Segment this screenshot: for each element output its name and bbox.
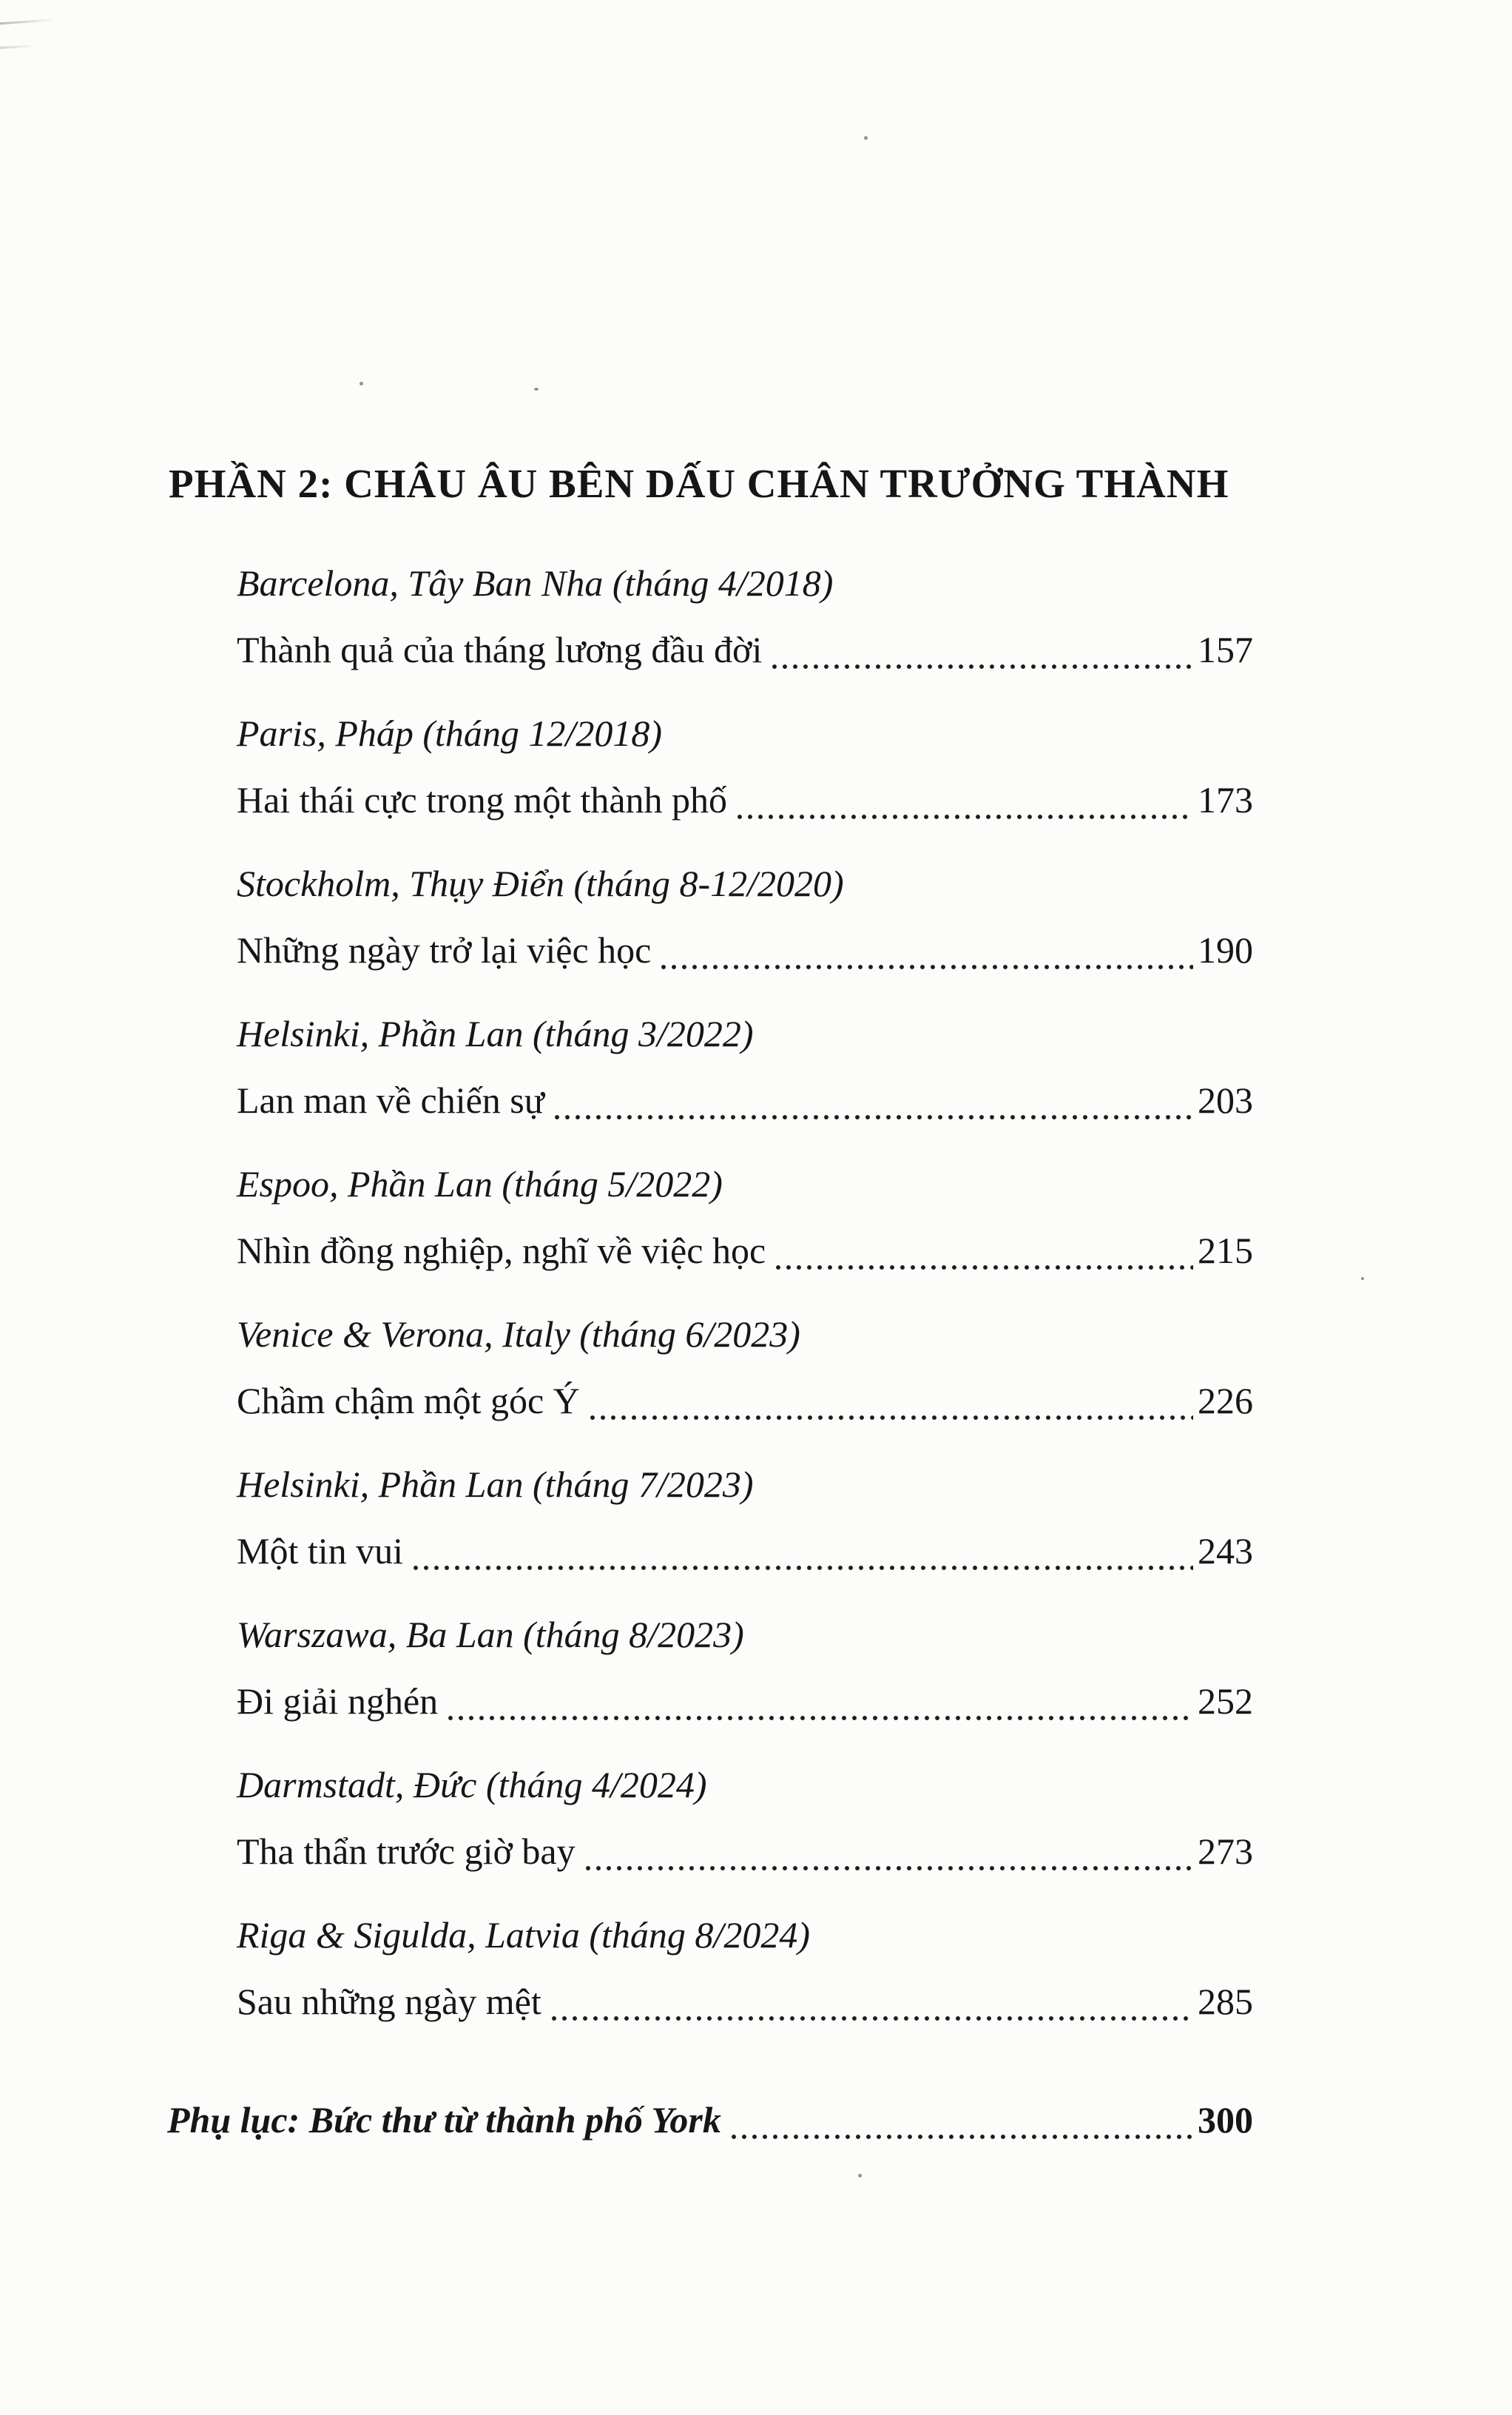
toc-entry: [237, 1902, 1253, 2035]
toc-entry-location: Venice & Verona, Italy (tháng 6/2023): [237, 1313, 800, 1355]
toc-entry-title: Sau những ngày mệt: [237, 1981, 541, 2022]
toc-entry-page: 285: [1198, 1981, 1253, 2022]
toc-appendix-entry: [167, 2086, 1253, 2153]
toc-entry-title: Những ngày trở lại việc học: [237, 929, 652, 971]
toc-appendix-page: 300: [1198, 2099, 1253, 2141]
toc-entry-page: 203: [1198, 1079, 1253, 1121]
dot-leader: [445, 1668, 1193, 1734]
toc-entry-page: 190: [1198, 929, 1253, 971]
dot-leader: [552, 1067, 1193, 1134]
toc-entry-title: Một tin vui: [237, 1530, 404, 1572]
dot-leader: [773, 1217, 1193, 1284]
toc-entry-title: Nhìn đồng nghiệp, nghĩ về việc học: [237, 1230, 766, 1271]
dot-leader: [658, 917, 1193, 983]
toc-entry: [237, 550, 1253, 683]
toc-entry: [237, 1151, 1253, 1284]
dot-leader: [769, 616, 1193, 683]
toc-entry: [237, 700, 1253, 833]
toc-entry-page: 252: [1198, 1680, 1253, 1722]
dot-leader: [587, 1367, 1193, 1434]
toc-entry-page: 273: [1198, 1830, 1253, 1872]
toc-entry-page: 173: [1198, 779, 1253, 821]
toc-entry: [237, 1000, 1253, 1134]
toc-entry-location: Stockholm, Thụy Điển (tháng 8-12/2020): [237, 863, 844, 904]
toc-entry: [237, 1601, 1253, 1734]
toc-entry-row: [237, 1668, 1253, 1734]
toc-appendix-title: Phụ lục: Bức thư từ thành phố York: [167, 2099, 721, 2141]
toc-entry-title: Thành quả của tháng lương đầu đời: [237, 629, 763, 670]
toc-entry-title: Hai thái cực trong một thành phố: [237, 779, 728, 821]
dot-leader: [411, 1518, 1193, 1584]
toc-entry: [237, 1451, 1253, 1584]
toc-entry-location: Riga & Sigulda, Latvia (tháng 8/2024): [237, 1914, 810, 1956]
toc-entry-title: Chầm chậm một góc Ý: [237, 1380, 580, 1421]
toc-entry-title: Tha thẩn trước giờ bay: [237, 1830, 576, 1872]
toc-entry-location: Darmstadt, Đức (tháng 4/2024): [237, 1764, 707, 1805]
toc-entry-row: [237, 1067, 1253, 1134]
toc-entry-location: Helsinki, Phần Lan (tháng 3/2022): [237, 1013, 754, 1054]
toc-entry-row: [237, 1217, 1253, 1284]
toc-entry-row: [237, 1518, 1253, 1584]
part-heading: PHẦN 2: CHÂU ÂU BÊN DẤU CHÂN TRƯỞNG THÀNH: [169, 461, 1229, 506]
toc-entry-row: [237, 1818, 1253, 1884]
toc-entry-location: Helsinki, Phần Lan (tháng 7/2023): [237, 1464, 754, 1505]
toc-entry: [237, 1301, 1253, 1434]
toc-entry-page: 157: [1198, 629, 1253, 670]
toc-entry-title: Lan man về chiến sự: [237, 1079, 544, 1121]
toc-entry-row: [237, 917, 1253, 983]
toc-entry: [237, 1751, 1253, 1884]
toc-entry-row: [237, 1367, 1253, 1434]
toc-entry-location: Warszawa, Ba Lan (tháng 8/2023): [237, 1614, 744, 1655]
dot-leader: [735, 767, 1193, 833]
toc-entry-location: Paris, Pháp (tháng 12/2018): [237, 713, 662, 754]
toc-entries: [237, 550, 1253, 2035]
toc-entry-row: [237, 616, 1253, 683]
toc-entry-row: [237, 767, 1253, 833]
toc-entry-page: 226: [1198, 1380, 1253, 1421]
toc-entry-location: Barcelona, Tây Ban Nha (tháng 4/2018): [237, 562, 834, 604]
toc-entry-page: 243: [1198, 1530, 1253, 1572]
dot-leader: [549, 1968, 1193, 2035]
scan-speck: [858, 2174, 862, 2177]
toc-entry-location: Espoo, Phần Lan (tháng 5/2022): [237, 1163, 723, 1205]
toc-entry: [237, 850, 1253, 983]
dot-leader: [583, 1818, 1193, 1884]
toc-entry-title: Đi giải nghén: [237, 1680, 439, 1722]
toc-entry-page: 215: [1198, 1230, 1253, 1271]
toc-entry-row: [237, 1968, 1253, 2035]
dot-leader: [729, 2086, 1193, 2153]
